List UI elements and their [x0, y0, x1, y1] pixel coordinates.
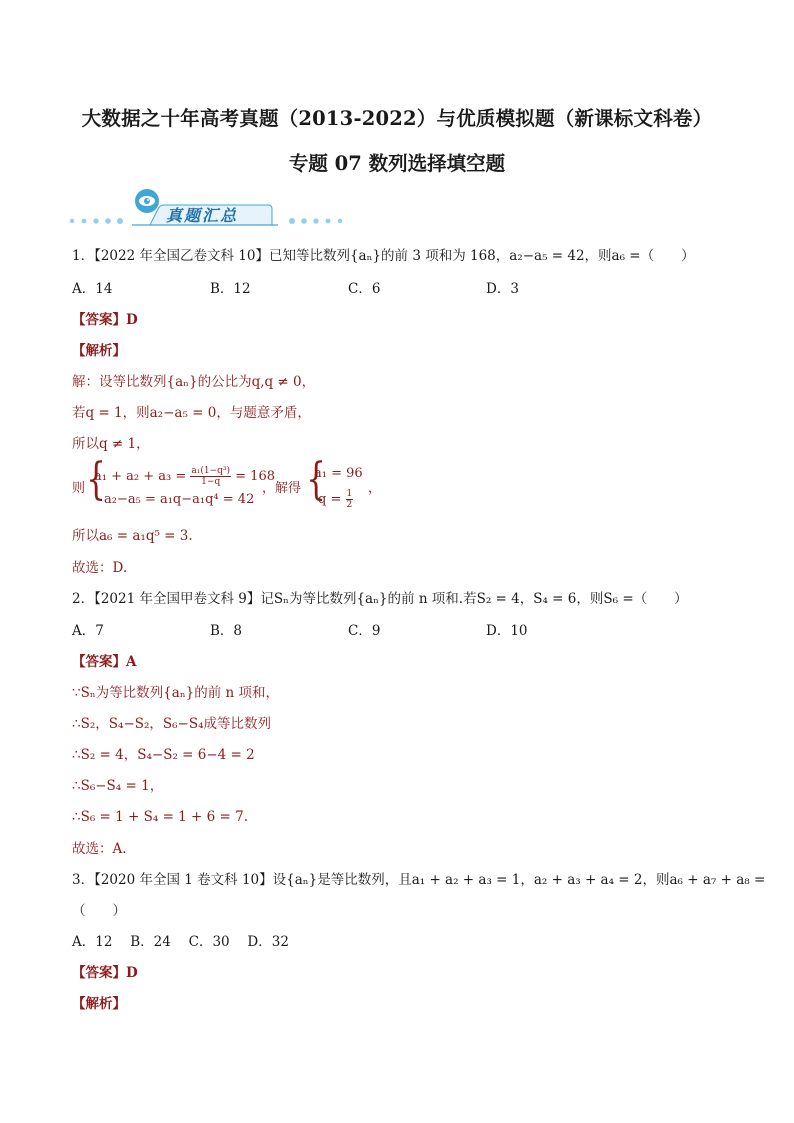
q2-solution-line-2: ∴S₂，S₄−S₂，S₆−S₄成等比数列 — [72, 716, 272, 732]
q1-solution-eq1: a₁ = 96 — [314, 466, 363, 481]
q1-solution-line-3: 所以q ≠ 1， — [72, 436, 150, 452]
section-banner — [60, 185, 360, 230]
q1-solution-eq2: q = $\frac{1}{2}$ — [318, 489, 353, 510]
q1-stem: 1．【2022 年全国乙卷文科 10】已知等比数列{aₙ}的前 3 项和为 168，a₂−a₅ = 42，则a₆ =（ ） — [72, 248, 695, 264]
left-brace-icon: { — [86, 454, 106, 505]
q1-solution-line-1: 解：设等比数列{aₙ}的公比为q,q ≠ 0， — [72, 374, 316, 390]
q3-stem: 3．【2020 年全国 1 卷文科 10】设{aₙ}是等比数列，且a₁ + a₂ + a₃ = 1，a₂ + a₃ + a₄ = 2，则a₆ + a₇ + a₈ = — [72, 872, 766, 888]
right-dots — [289, 218, 342, 224]
q1-solution-line-5: 故选：D. — [72, 560, 128, 576]
q1-option-d: D．3 — [486, 281, 519, 297]
q2-solution-line-6: 故选：A. — [72, 841, 127, 857]
q2-solution-line-3: ∴S₂ = 4，S₄−S₂ = 6−4 = 2 — [72, 747, 255, 763]
q2-solution-line-5: ∴S₆ = 1 + S₄ = 1 + 6 = 7. — [72, 809, 249, 825]
q2-answer: 【答案】A — [72, 654, 137, 670]
q1-system-eq1: a₁ + a₂ + a₃ = $\frac{\text{a₁(1−q³)}}{1-q}$ = 168 — [94, 466, 275, 487]
q1-system-prefix: 则 — [72, 481, 86, 496]
q3-stem-continued: （ ） — [72, 903, 126, 919]
q1-equation-system — [72, 454, 392, 512]
q3-options: A．12 B．24 C．30 D．32 — [72, 934, 289, 950]
banner-text: 真题汇总 — [166, 206, 239, 225]
q2-option-d: D．10 — [486, 623, 528, 639]
eye-icon — [135, 189, 159, 213]
q2-option-a: A．7 — [72, 623, 104, 639]
q3-analysis-label: 【解析】 — [72, 996, 126, 1012]
q1-option-a: A．14 — [72, 281, 113, 297]
q2-option-b: B．8 — [210, 623, 243, 639]
q1-system-eq2: a₂−a₅ = a₁q−a₁q⁴ = 42 — [104, 492, 255, 507]
q1-system-mid: ，解得 — [262, 481, 302, 496]
q1-option-c: C．6 — [348, 281, 381, 297]
q1-system-fraction: $\frac{\text{a₁(1−q³)}}{1-q}$ — [191, 466, 231, 487]
q1-solution-line-2: 若q = 1，则a₂−a₅ = 0，与题意矛盾， — [72, 405, 311, 421]
q1-answer: 【答案】D — [72, 312, 138, 328]
left-brace-icon-2: { — [306, 454, 326, 505]
document-subtitle: 专题 07 数列选择填空题 — [288, 152, 506, 175]
q2-solution-line-4: ∴S₆−S₄ = 1， — [72, 778, 164, 794]
q2-option-c: C．9 — [348, 623, 381, 639]
q2-solution-line-1: ∵Sₙ为等比数列{aₙ}的前 n 项和， — [72, 685, 280, 701]
left-dots — [70, 218, 123, 224]
document-title: 大数据之十年高考真题（2013-2022）与优质模拟题（新课标文科卷） — [81, 107, 713, 130]
q1-analysis-label: 【解析】 — [72, 343, 126, 359]
q2-stem: 2．【2021 年全国甲卷文科 9】记Sₙ为等比数列{aₙ}的前 n 项和.若S₂ = 4，S₄ = 6，则S₆ =（ ） — [72, 591, 688, 607]
q1-solution-line-4: 所以a₆ = a₁q⁵ = 3. — [72, 528, 193, 544]
q1-option-b: B．12 — [210, 281, 251, 297]
q3-answer: 【答案】D — [72, 965, 138, 981]
q1-system-end: ， — [368, 481, 382, 496]
